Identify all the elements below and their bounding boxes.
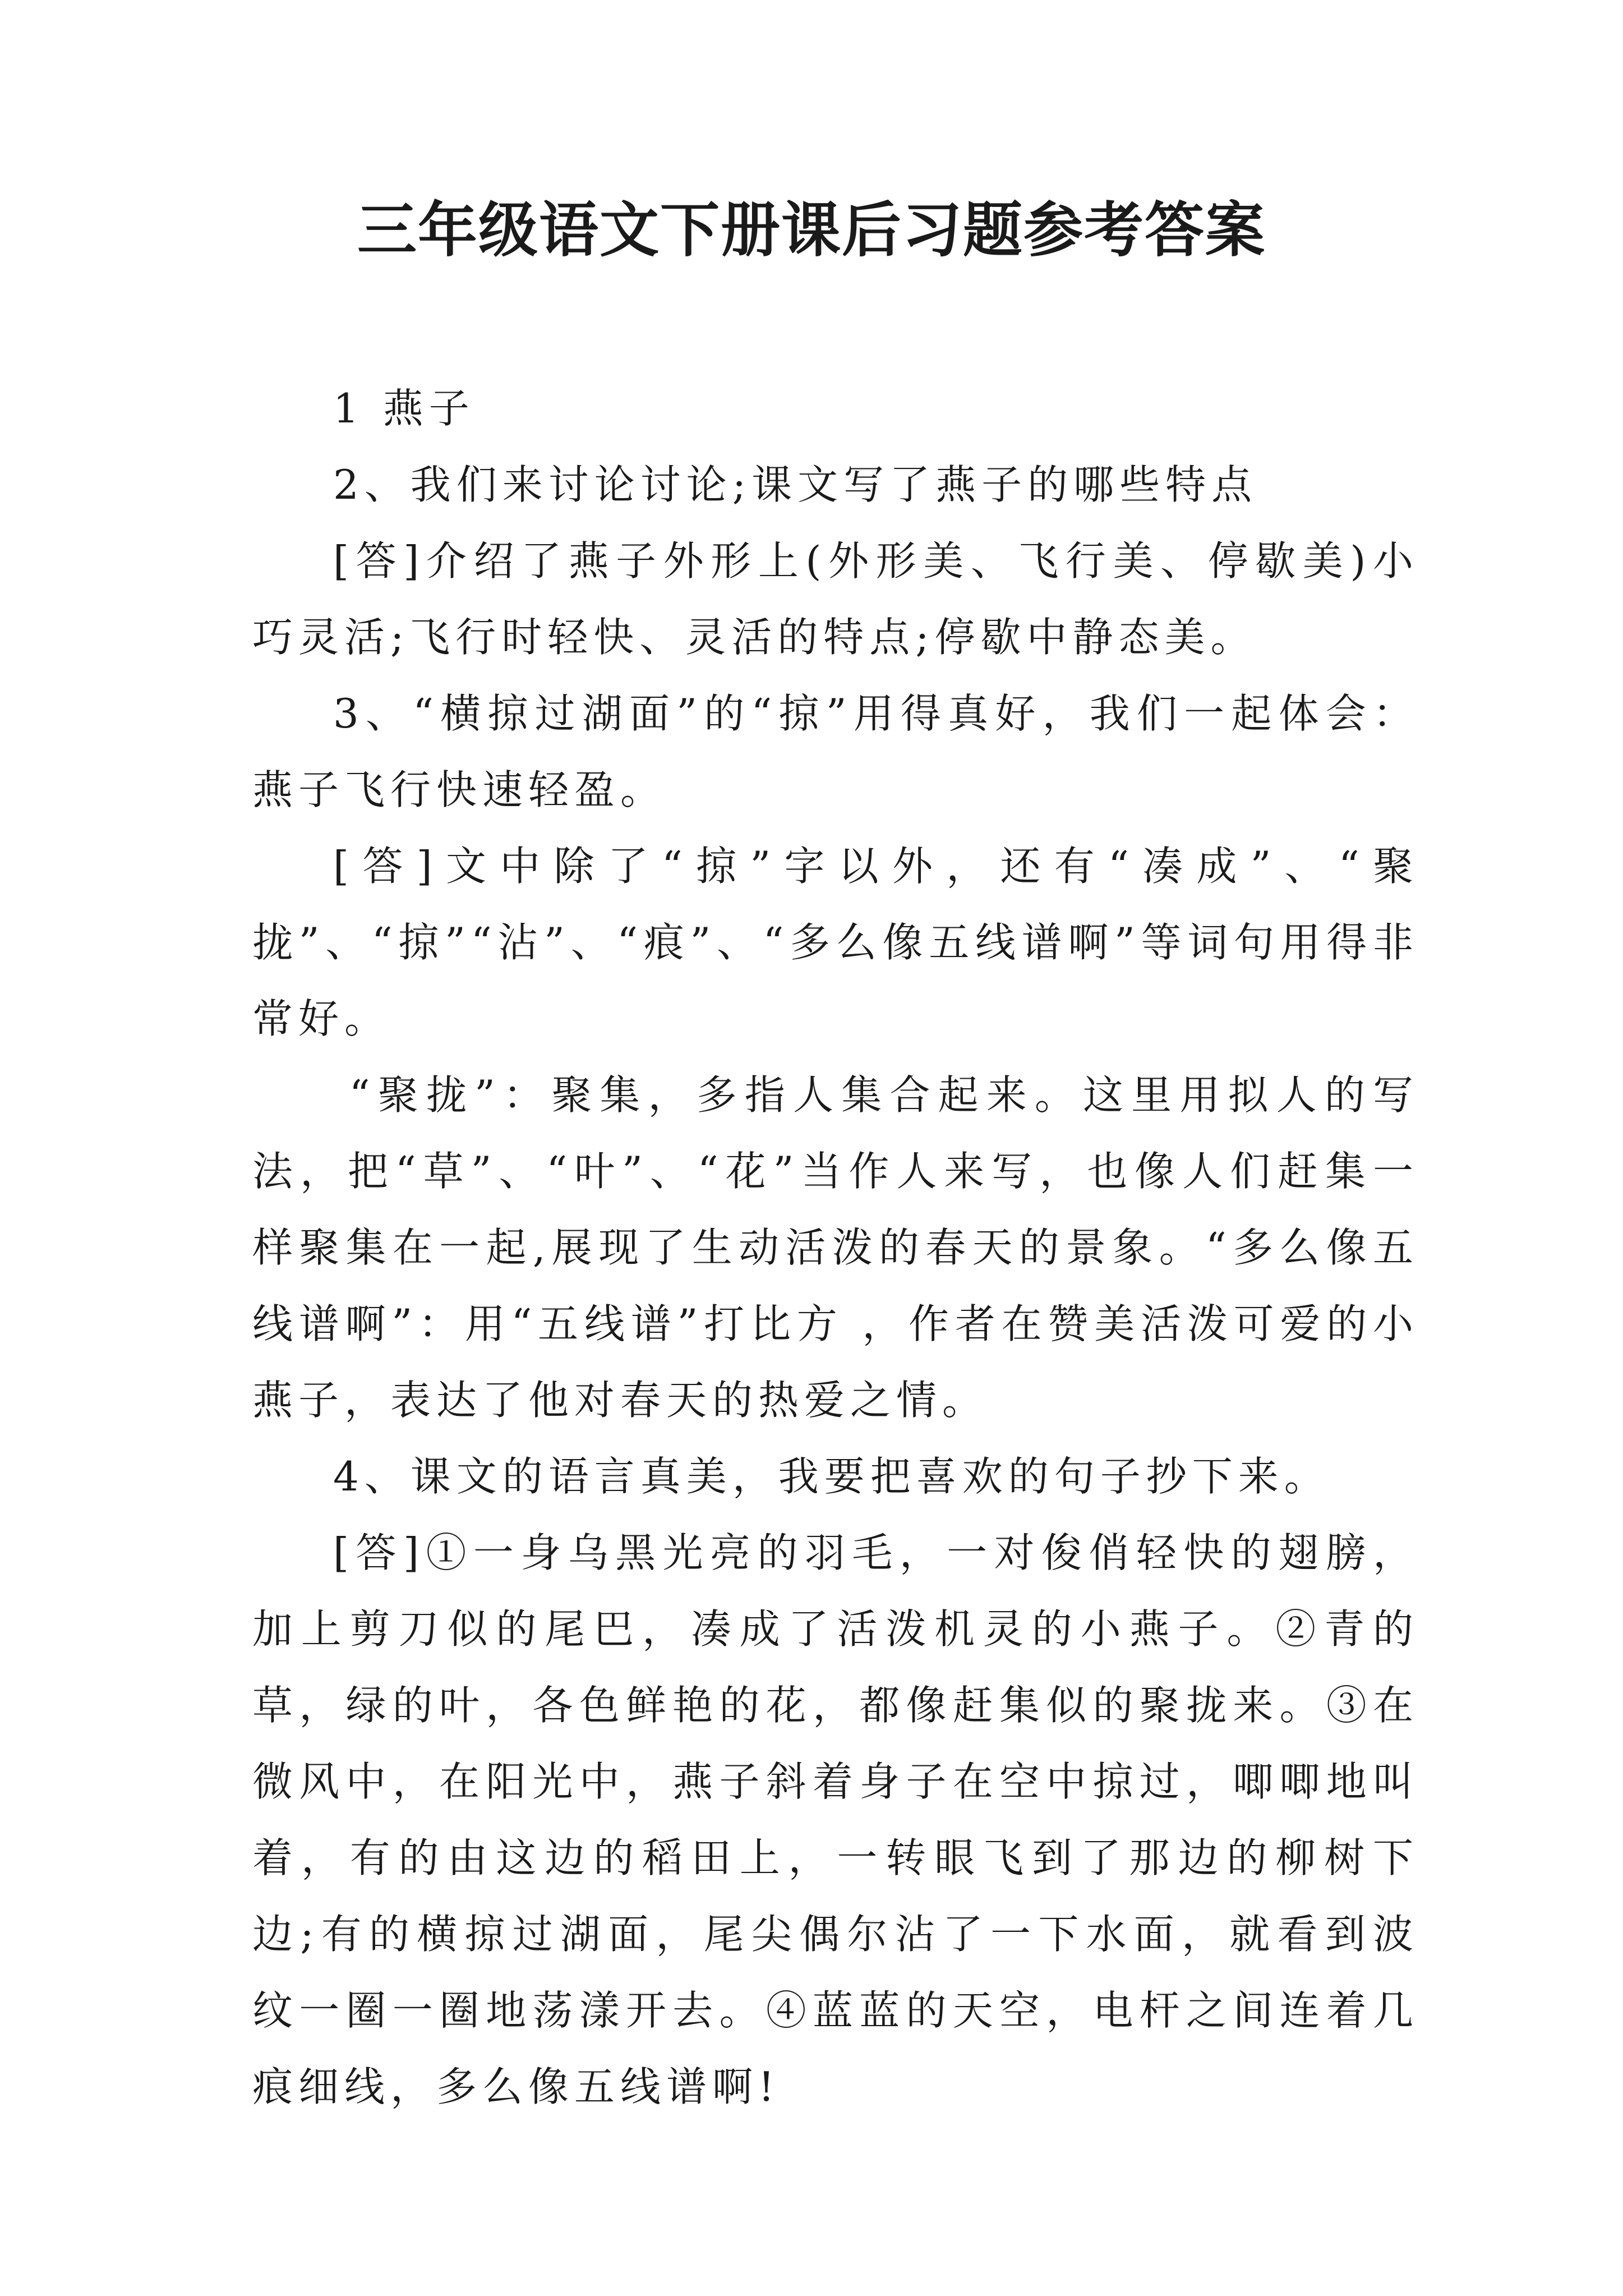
- question-4: 4、课文的语言真美，我要把喜欢的句子抄下来。: [333, 1453, 1330, 1500]
- answer-3-explanation: “聚拢”：聚集，多指人集合起来。这里用拟人的写法，把“草”、“叶”、“花”当作人来写，也像人们赶集一样聚集在一起,展现了生动活泼的春天的景象。“多么像五线谱啊”：用“五线谱”打比方 ，作者在赞美活泼可爱的小燕子，表达了他对春天的热爱之情。: [252, 1071, 1419, 1424]
- answer-4: [答]①一身乌黑光亮的羽毛，一对俊俏轻快的翅膀，加上剪刀似的尾巴，凑成了活泼机灵的小燕子。②青的草，绿的叶，各色鲜艳的花，都像赶集似的聚拢来。③在微风中，在阳光中，燕子斜着身子在空中掠过，唧唧地叫着，有的由这边的稻田上，一转眼飞到了那边的柳树下边;有的横掠过湖面，尾尖偶尔沾了一下水面，就看到波纹一圈一圈地荡漾开去。④蓝蓝的天空，电杆之间连着几痕细线，多么像五线谱啊!: [252, 1529, 1419, 2110]
- document-title: 三年级语文下册课后习题参考答案: [357, 195, 1266, 265]
- answer-3: [答]文中除了“掠”字以外，还有“凑成”、“聚拢”、“掠”“沾”、“痕”、“多么像五线谱啊”等词句用得非常好。: [252, 843, 1419, 1042]
- document-body: [252, 370, 1419, 2125]
- question-3: 3、“横掠过湖面”的“掠”用得真好，我们一起体会：燕子飞行快速轻盈。: [252, 690, 1419, 813]
- question-2: 2、我们来讨论讨论;课文写了燕子的哪些特点: [333, 461, 1258, 508]
- answer-2: [答]介绍了燕子外形上(外形美、飞行美、停歇美)小巧灵活;飞行时轻快、灵活的特点;停歇中静态美。: [252, 537, 1419, 661]
- lesson-heading: 1 燕子: [333, 385, 475, 432]
